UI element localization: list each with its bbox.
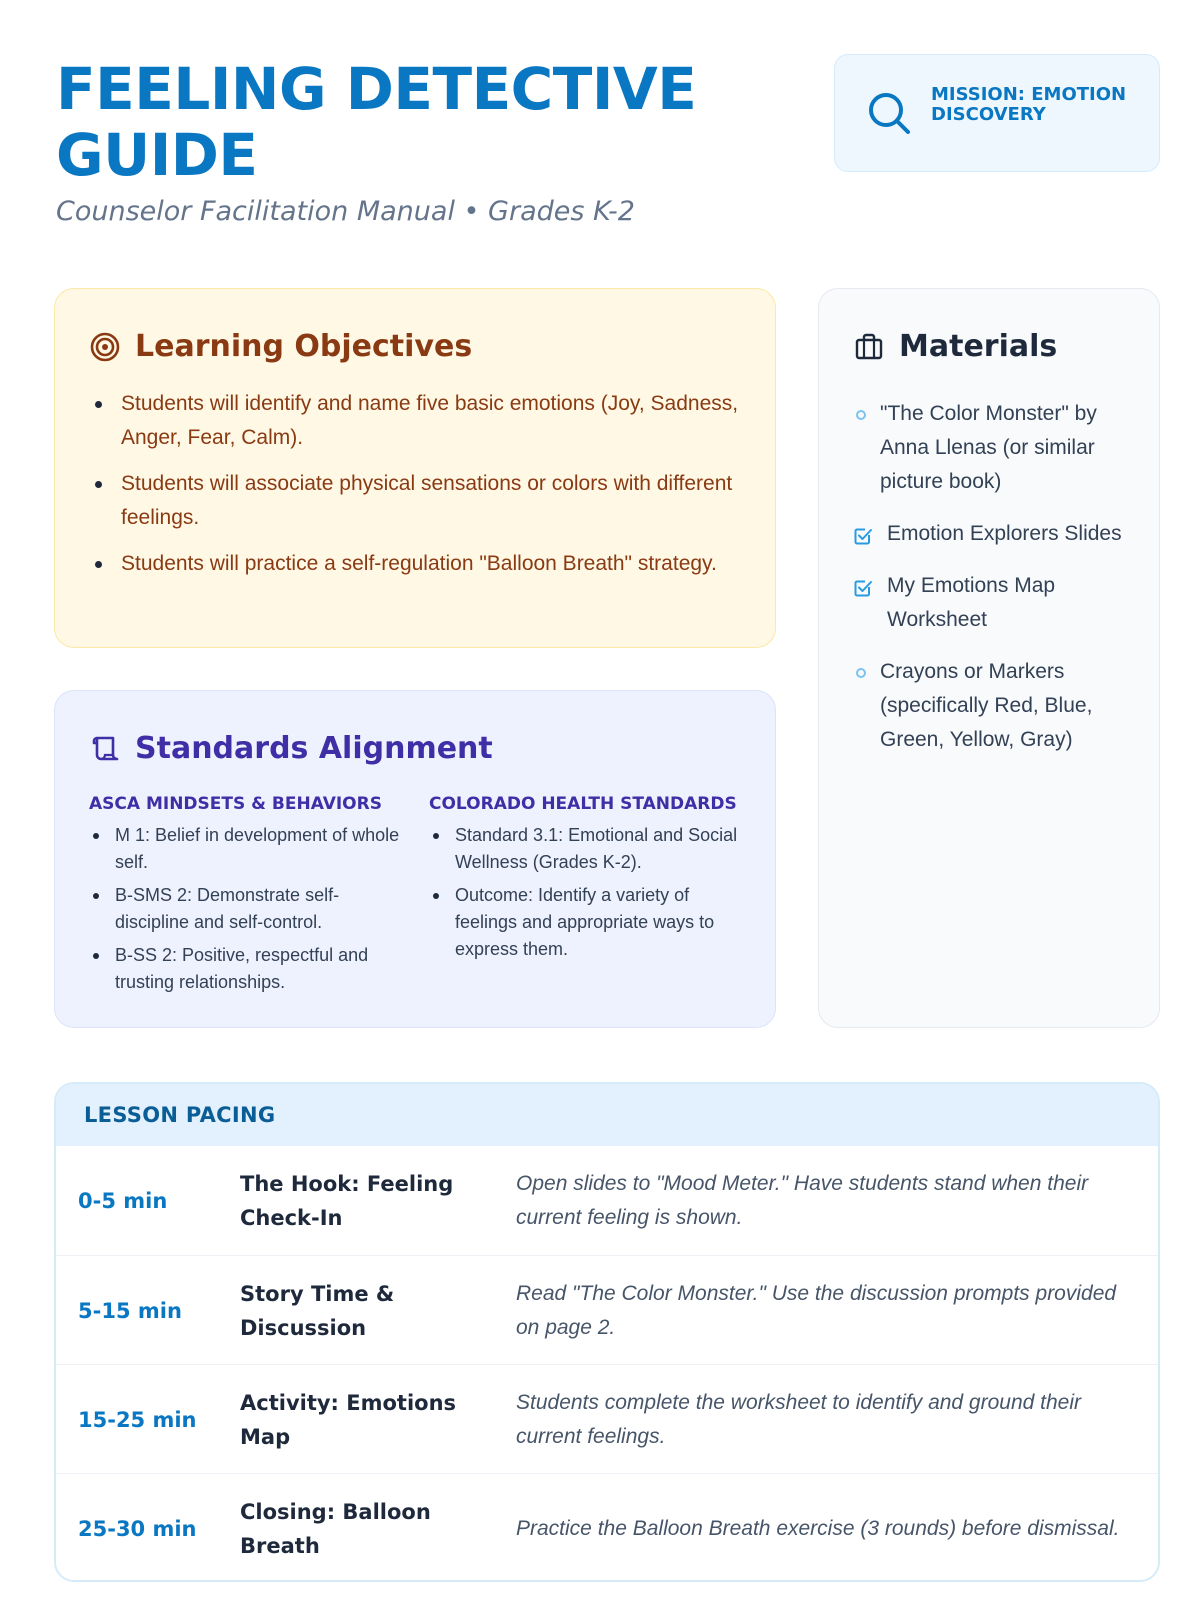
scroll-icon (89, 733, 121, 765)
pacing-header: LESSON PACING (56, 1084, 1158, 1146)
list-item: Students will identify and name five basic emotions (Joy, Sadness, Anger, Fear, Calm). (121, 387, 741, 455)
lesson-pacing-table (54, 1082, 1160, 1582)
mission-label: MISSION: EMOTION DISCOVERY (931, 84, 1127, 125)
colorado-column (429, 791, 739, 969)
table-row (56, 1255, 1158, 1364)
list-item (853, 655, 1143, 757)
target-icon (89, 331, 121, 363)
pacing-rows (56, 1146, 1158, 1582)
row-activity: Closing: Balloon Breath (240, 1499, 431, 1558)
materials-card (818, 288, 1160, 1028)
material-text: My Emotions Map Worksheet (887, 574, 1056, 631)
table-row (56, 1473, 1158, 1582)
standards-header (89, 731, 493, 766)
list-item: Standard 3.1: Emotional and Social Wellness (Grades K-2). (455, 822, 739, 876)
page-title: FEELING DETECTIVE GUIDE (56, 55, 697, 189)
objectives-list (121, 387, 741, 593)
search-icon (865, 89, 913, 137)
colorado-list (429, 822, 739, 963)
row-description: Practice the Balloon Breath exercise (3 rounds) before dismissal. (516, 1516, 1120, 1540)
objectives-header (89, 329, 472, 364)
row-description: Open slides to "Mood Meter." Have students stand when their current feeling is shown. (516, 1171, 1089, 1229)
list-item: Students will associate physical sensations or colors with different feelings. (121, 467, 741, 535)
row-activity: The Hook: Feeling Check-In (240, 1171, 454, 1230)
asca-heading: ASCA MINDSETS & BEHAVIORS (89, 794, 382, 814)
row-time: 25-30 min (78, 1516, 197, 1541)
standards-alignment-card (54, 690, 776, 1028)
page-subtitle: Counselor Facilitation Manual • Grades K-2 (56, 196, 635, 227)
circle-bullet-icon (856, 668, 866, 678)
list-item (853, 569, 1143, 637)
row-description: Students complete the worksheet to identify and ground their current feelings. (516, 1390, 1082, 1448)
materials-title: Materials (899, 329, 1058, 364)
briefcase-icon (853, 331, 885, 363)
materials-list (853, 397, 1143, 775)
list-item (853, 517, 1143, 551)
row-activity: Activity: Emotions Map (240, 1390, 457, 1449)
material-text: "The Color Monster" by Anna Llenas (or similar picture book) (880, 402, 1097, 493)
learning-objectives-card (54, 288, 776, 648)
checkbox-icon (853, 578, 873, 598)
colorado-heading: COLORADO HEALTH STANDARDS (429, 794, 737, 814)
list-item (853, 397, 1143, 499)
mission-badge (834, 54, 1160, 172)
asca-list (89, 822, 409, 996)
row-activity: Story Time & Discussion (240, 1281, 395, 1340)
list-item: Outcome: Identify a variety of feelings and appropriate ways to express them. (455, 882, 739, 963)
row-description: Read "The Color Monster." Use the discussion prompts provided on page 2. (516, 1281, 1117, 1339)
standards-title: Standards Alignment (135, 731, 493, 766)
material-text: Crayons or Markers (specifically Red, Blue, Green, Yellow, Gray) (880, 660, 1093, 751)
list-item: B-SS 2: Positive, respectful and trusting relationships. (115, 942, 409, 996)
circle-bullet-icon (856, 410, 866, 420)
objectives-title: Learning Objectives (135, 329, 473, 364)
list-item: Students will practice a self-regulation "Balloon Breath" strategy. (121, 547, 741, 581)
asca-column (89, 791, 409, 1002)
table-row (56, 1364, 1158, 1473)
materials-header (853, 329, 1057, 364)
list-item: M 1: Belief in development of whole self. (115, 822, 409, 876)
row-time: 15-25 min (78, 1407, 197, 1432)
row-time: 0-5 min (78, 1188, 168, 1213)
table-row (56, 1146, 1158, 1255)
material-text: Emotion Explorers Slides (887, 522, 1122, 545)
checkbox-icon (853, 526, 873, 546)
row-time: 5-15 min (78, 1298, 182, 1323)
list-item: B-SMS 2: Demonstrate self-discipline and self-control. (115, 882, 409, 936)
